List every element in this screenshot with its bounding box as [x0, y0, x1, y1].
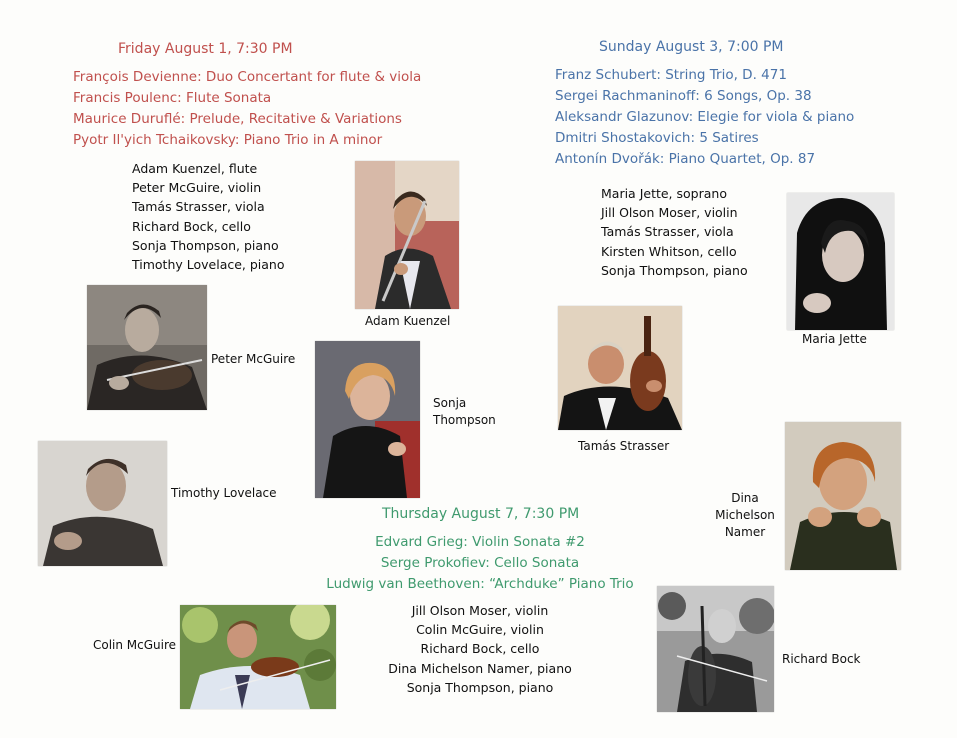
caption-peter-mcguire: Peter McGuire	[211, 352, 296, 366]
program-item: Sergei Rachmaninoff: 6 Songs, Op. 38	[555, 88, 812, 104]
performer: Richard Bock, cello	[420, 641, 540, 657]
performer: Jill Olson Moser, violin	[601, 205, 738, 221]
caption-dina-michelson-namer: Dina Michelson Namer	[715, 491, 775, 539]
performer: Maria Jette, soprano	[601, 186, 727, 201]
friday-performers	[132, 159, 285, 274]
program-item: Antonín Dvořák: Piano Quartet, Op. 87	[555, 151, 816, 167]
performer: Peter McGuire, violin	[132, 180, 262, 196]
performer: Sonja Thompson, piano	[601, 262, 748, 278]
sunday-heading: Sunday August 3, 7:00 PM	[599, 39, 784, 55]
program-item: Franz Schubert: String Trio, D. 471	[555, 67, 787, 83]
sunday-program	[555, 65, 854, 170]
program-item: François Devienne: Duo Concertant for flute & viola	[73, 69, 422, 85]
adam-kuenzel-photo	[355, 161, 459, 309]
performer: Jill Olson Moser, violin	[411, 603, 549, 618]
performer: Tamás Strasser, viola	[132, 199, 265, 215]
program-item: Maurice Duruflé: Prelude, Recitative & Variations	[73, 111, 402, 127]
caption-colin-mcguire: Colin McGuire	[93, 638, 177, 652]
maria-jette-photo	[787, 193, 894, 330]
performer: Dina Michelson Namer, piano	[388, 660, 572, 676]
timothy-lovelace-photo	[38, 441, 167, 566]
performer: Adam Kuenzel, flute	[132, 161, 258, 176]
richard-bock-photo	[657, 586, 774, 712]
program-item: Francis Poulenc: Flute Sonata	[73, 90, 272, 106]
friday-heading: Friday August 1, 7:30 PM	[118, 41, 293, 57]
sunday-performers	[601, 184, 748, 280]
performer: Sonja Thompson, piano	[132, 237, 279, 253]
performer: Timothy Lovelace, piano	[132, 257, 285, 273]
peter-mcguire-photo	[87, 285, 207, 410]
thursday-performers	[370, 601, 590, 697]
caption-sonja-thompson: Sonja Thompson	[433, 396, 496, 427]
program-item: Pyotr Il'yich Tchaikovsky: Piano Trio in A minor	[73, 132, 383, 148]
caption-richard-bock: Richard Bock	[782, 652, 861, 666]
performer: Tamás Strasser, viola	[601, 224, 734, 240]
tamas-strasser-photo	[558, 306, 682, 430]
program-item: Aleksandr Glazunov: Elegie for viola & piano	[555, 109, 855, 125]
performer: Colin McGuire, violin	[416, 622, 544, 638]
thursday-program	[300, 532, 660, 595]
dina-michelson-namer-photo	[785, 422, 901, 570]
caption-timothy-lovelace: Timothy Lovelace	[171, 486, 277, 500]
caption-adam-kuenzel: Adam Kuenzel	[365, 314, 451, 328]
friday-program	[73, 67, 421, 151]
colin-mcguire-photo	[180, 605, 336, 709]
caption-maria-jette: Maria Jette	[802, 332, 867, 346]
program-item: Ludwig van Beethoven: “Archduke” Piano Trio	[326, 576, 634, 592]
thursday-heading: Thursday August 7, 7:30 PM	[382, 506, 580, 522]
program-item: Serge Prokofiev: Cello Sonata	[380, 555, 580, 571]
program-item: Edvard Grieg: Violin Sonata #2	[375, 534, 585, 550]
performer: Richard Bock, cello	[132, 218, 251, 234]
program-item: Dmitri Shostakovich: 5 Satires	[555, 130, 759, 146]
sonja-thompson-photo	[315, 341, 420, 498]
caption-tamas-strasser: Tamás Strasser	[578, 439, 670, 453]
performer: Kirsten Whitson, cello	[601, 243, 737, 259]
performer: Sonja Thompson, piano	[406, 679, 554, 695]
